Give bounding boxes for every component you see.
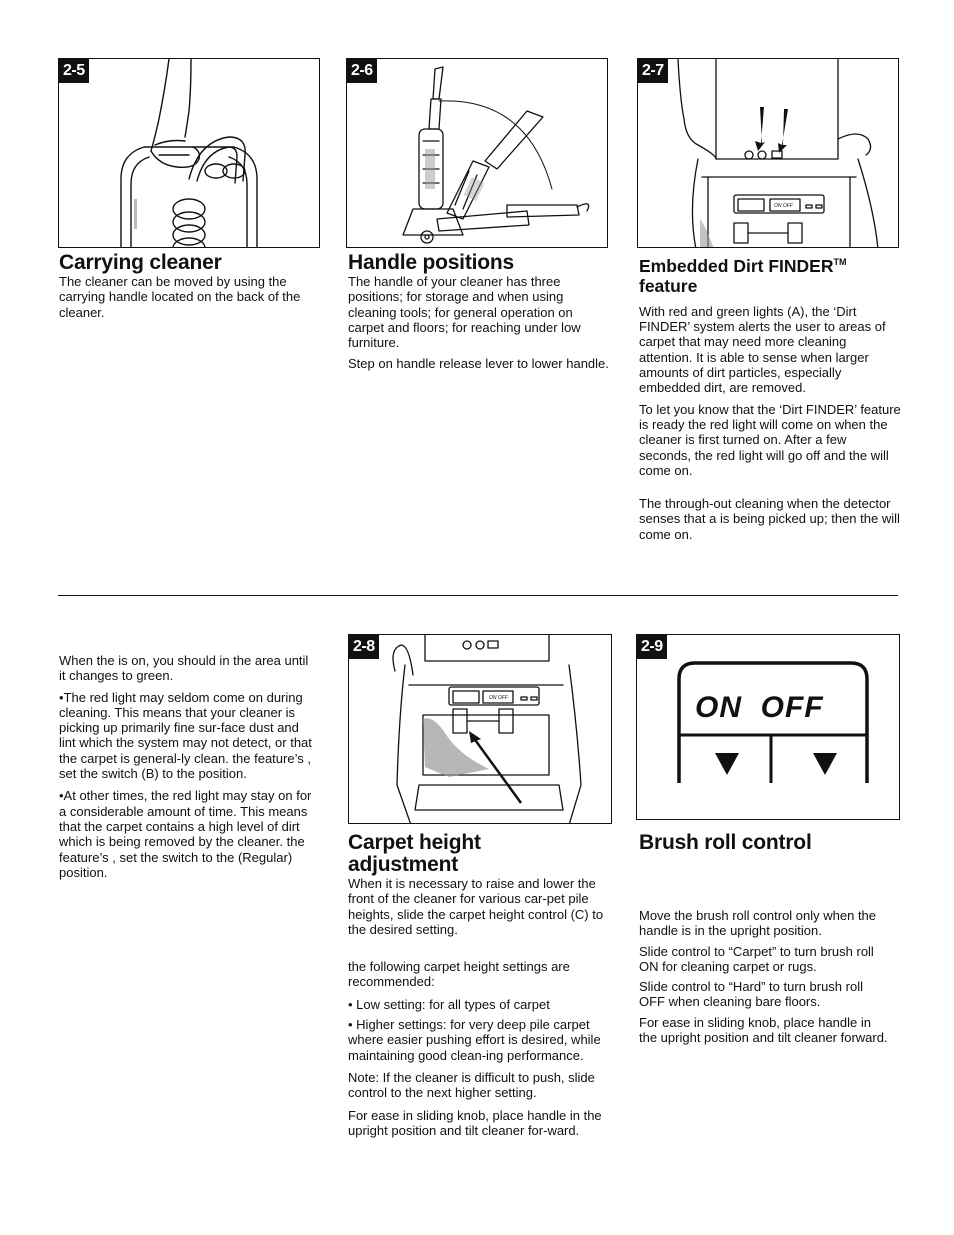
dirtfinder-section [639,252,901,548]
brush-text-2: Slide control to “Carpet” to turn brush roll ON for cleaning carpet or rugs. [639,943,874,974]
carrying-handle-illustration [59,59,320,248]
figure-2-5-carrying [58,58,320,248]
brush-text-4: For ease in sliding knob, place handle in the upright position and tilt cleaner forward. [639,1014,888,1046]
figure-2-6-handle-positions [346,58,608,248]
dirtfinder-title [639,252,901,276]
figure-2-7-dirt-finder [637,58,899,248]
brush-title: Brush roll control [639,831,812,854]
brush-text-3: Slide control to “Hard” to turn brush roll OFF when cleaning bare floors. [639,979,863,1010]
figure-2-9-brush-roll-switch [636,634,900,820]
switch-off-label: OFF [760,691,824,724]
figure-badge: 2-8 [349,635,379,659]
brush-section [639,832,889,1051]
carpet-text-4: For ease in sliding knob, place handle in the upright position and tilt cleaner for-ward. [348,1107,602,1138]
carpet-text-1: When it is necessary to raise and lower the front of the cleaner for various car-pet pile heights, slide the carpet height control (C) to the desired setting. [348,876,604,937]
trademark-mark: TM [833,257,847,267]
sensitivity-section [59,653,315,886]
carrying-section [59,252,319,326]
dirtfinder-text-3: The through-out cleaning when the detector senses that a is being picked up; then the will come on. [639,496,900,542]
figure-2-8-carpet-height [348,634,612,824]
sensitivity-text-3: •At other times, the red light may stay on for a considerable amount of time. This means that the carpet contains a high level of dirt which is being removed by the cleaner. the feature’s , set the switch to the (Regular) position. [59,788,312,880]
carpet-section [348,832,606,1144]
svg-text:ON OFF: ON OFF [774,203,793,209]
svg-text:ON OFF: ON OFF [489,695,508,701]
carpet-height-control-illustration [349,635,612,824]
carrying-title: Carrying cleaner [59,251,222,274]
dirt-finder-lights-illustration [638,59,899,248]
sensitivity-text-2: •The red light may seldom come on during cleaning. This means that your cleaner is picking up primarily fine sur-face dust and lint which the system may not detect, or that the carpet is general-ly clean. the feature’s , set the switch (B) to the position. [59,689,312,782]
carpet-list-item-2: • Higher settings: for very deep pile carpet where easier pushing effort is desired, while maintaining good clean-ing performance. [348,1017,601,1063]
switch-on-label: ON [695,691,742,724]
handle-title: Handle positions [348,251,514,274]
dirtfinder-text-1: With red and green lights (A), the ‘Dirt FINDER’ system alerts the user to areas of carpet that may need more cleaning attention. It is able to sense when larger amounts of dirt particles, especially embedded dirt, are removed. [639,303,886,396]
figure-badge: 2-7 [638,59,668,83]
switch-labels [695,691,824,725]
carpet-title: Carpet height adjustment [348,831,481,876]
brush-text-1: Move the brush roll control only when the handle is in the upright position. [639,908,877,939]
figure-badge: 2-9 [637,635,667,659]
handle-positions-illustration [347,59,608,248]
section-divider [58,595,898,596]
handle-text-1: The handle of your cleaner has three positions; for storage and when using cleaning tools; for general operation on carpet and floors; for reaching under low furniture. [348,274,581,351]
carrying-text: The cleaner can be moved by using the carrying handle located on the back of the cleaner. [59,274,301,320]
dirtfinder-title-2: feature [639,275,698,296]
carpet-text-3: Note: If the cleaner is difficult to push, slide control to the next higher setting. [348,1069,595,1101]
carpet-text-2: the following carpet height settings are recommended: [348,959,570,990]
figure-badge: 2-6 [347,59,377,83]
dirtfinder-title-text: Embedded Dirt FINDER [639,255,834,276]
on-off-switch-illustration [637,635,900,820]
sensitivity-text-1: When the is on, you should in the area until it changes to green. [59,653,309,684]
handle-text-2: Step on handle release lever to lower handle. [348,356,609,372]
figure-badge: 2-5 [59,59,89,83]
dirtfinder-text-2: To let you know that the ‘Dirt FINDER’ feature is ready the red light will come on when the cleaner is first turned on. After a few seconds, the red light will go off and the will come on. [639,401,901,478]
handle-section [348,252,610,378]
carpet-list-item-1: • Low setting: for all types of carpet [348,996,550,1012]
